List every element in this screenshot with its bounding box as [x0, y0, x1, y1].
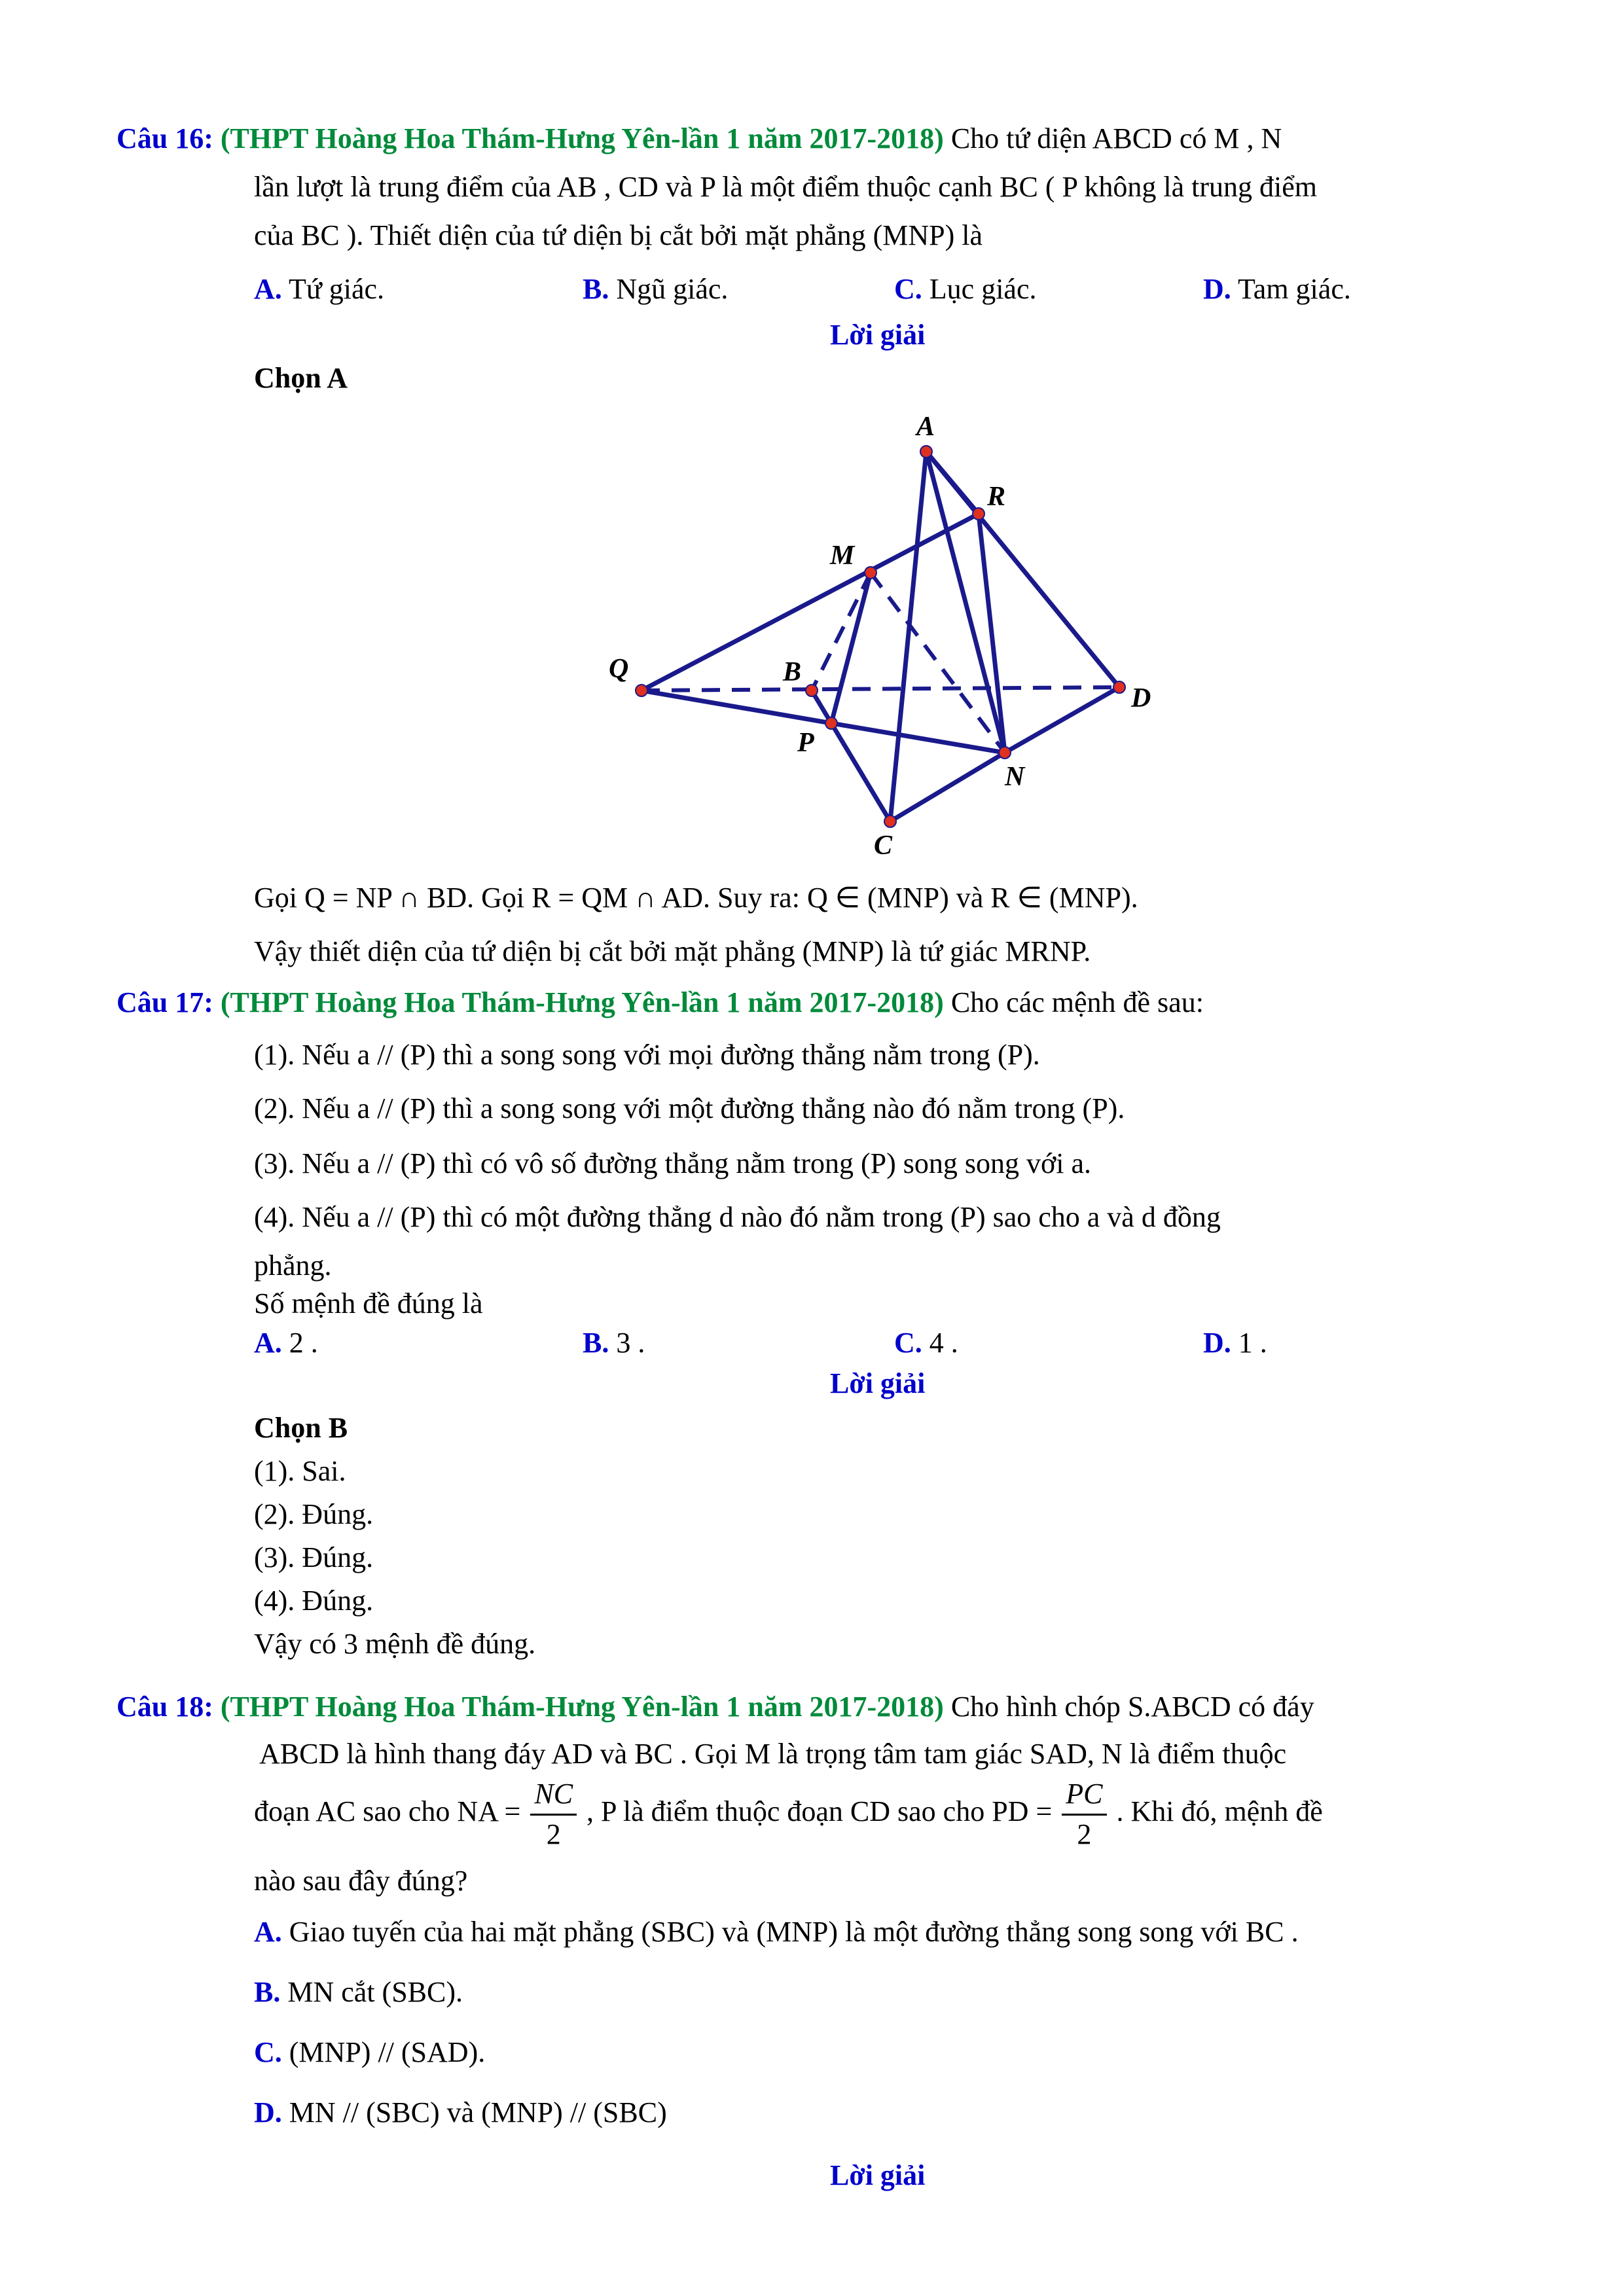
label-P: P	[797, 728, 814, 758]
q17-statement-4b: phẳng.	[254, 1249, 332, 1282]
fraction-denominator: 2	[546, 1818, 561, 1850]
option-text: 4 .	[929, 1327, 958, 1359]
q18-line3	[254, 1778, 1323, 1851]
q16-sol1: Gọi Q = NP ∩ BD. Gọi R = QM ∩ AD. Suy ra: Q ∈ (MNP) và R ∈ (MNP).	[254, 882, 1138, 914]
option-key: D.	[1203, 273, 1231, 305]
q18-line1: Cho hình chóp S.ABCD có đáy	[950, 1691, 1314, 1723]
q16-source: (THPT Hoàng Hoa Thám-Hưng Yên-lần 1 năm 2017-2018)	[220, 122, 944, 154]
q17-statement-4: (4). Nếu a // (P) thì có một đường thẳng d nào đó nằm trong (P) sao cho a và d đồng	[254, 1201, 1221, 1233]
q18-header	[117, 1693, 1314, 1721]
option-text: Giao tuyến của hai mặt phẳng (SBC) và (MNP) là một đường thẳng song song với BC .	[289, 1916, 1299, 1948]
edge-MN-dashed	[871, 573, 1005, 753]
label-M: M	[830, 541, 855, 571]
option-text: Ngũ giác.	[616, 273, 729, 305]
point-B	[806, 685, 818, 696]
q17-statement-3: (3). Nếu a // (P) thì có vô số đường thẳng nằm trong (P) song song với a.	[254, 1147, 1092, 1179]
q18-line2: ABCD là hình thang đáy AD và BC . Gọi M là trọng tâm tam giác SAD, N là điểm thuộc	[259, 1738, 1287, 1770]
q17-option-c[interactable]	[894, 1329, 958, 1357]
q16-sol2: Vậy thiết diện của tứ diện bị cắt bởi mặt phẳng (MNP) là tứ giác MRNP.	[254, 935, 1091, 967]
q18-line3c: . Khi đó, mệnh đề	[1116, 1795, 1323, 1828]
q18-line3b: , P là điểm thuộc đoạn CD sao cho PD =	[586, 1795, 1053, 1828]
option-key: C.	[254, 2036, 282, 2068]
q17-statement-1: (1). Nếu a // (P) thì a song song với mọi đường thẳng nằm trong (P).	[254, 1039, 1040, 1071]
option-text: 1 .	[1238, 1327, 1267, 1359]
option-key: D.	[1203, 1327, 1231, 1359]
fraction-pc-over-2	[1062, 1778, 1106, 1851]
q17-choice: Chọn B	[254, 1412, 348, 1444]
option-text: Tứ giác.	[289, 273, 385, 305]
edge-PN	[831, 723, 1005, 753]
q18-line3a: đoạn AC sao cho NA =	[254, 1795, 521, 1828]
option-text: MN // (SBC) và (MNP) // (SBC)	[289, 2096, 667, 2128]
q17-option-b[interactable]	[583, 1329, 645, 1357]
point-R	[973, 508, 984, 520]
label-B: B	[783, 657, 802, 687]
option-text: (MNP) // (SAD).	[289, 2036, 486, 2068]
edge-AC	[890, 452, 926, 821]
q18-option-a[interactable]	[254, 1918, 1299, 1946]
fraction-nc-over-2	[530, 1778, 577, 1851]
option-text: Tam giác.	[1238, 273, 1351, 305]
label-D: D	[1131, 683, 1151, 713]
q17-question: Số mệnh đề đúng là	[254, 1287, 483, 1319]
q17-solution-title: Lời giải	[830, 1367, 926, 1399]
q17-answer-4: (4). Đúng.	[254, 1585, 374, 1617]
option-key: B.	[254, 1976, 281, 2008]
point-C	[884, 816, 896, 827]
point-P	[825, 717, 837, 729]
option-text: 2 .	[289, 1327, 318, 1359]
q16-solution-title: Lời giải	[830, 319, 926, 351]
edge-CP	[831, 723, 890, 821]
q16-line2: lần lượt là trung điểm của AB , CD và P là một điểm thuộc cạnh BC ( P không là trung điểm	[254, 171, 1317, 203]
option-key: A.	[254, 273, 282, 305]
q18-solution-title: Lời giải	[830, 2159, 926, 2191]
point-M	[865, 567, 876, 579]
option-text: Lục giác.	[929, 273, 1037, 305]
q17-header	[117, 988, 1204, 1017]
label-C: C	[874, 831, 893, 861]
option-key: B.	[583, 273, 609, 305]
option-key: D.	[254, 2096, 282, 2128]
q17-answer-3: (3). Đúng.	[254, 1541, 374, 1573]
point-N	[999, 747, 1011, 759]
q17-statement-2: (2). Nếu a // (P) thì a song song với một đường thẳng nào đó nằm trong (P).	[254, 1092, 1125, 1124]
q17-conclusion: Vậy có 3 mệnh đề đúng.	[254, 1628, 536, 1660]
option-key: A.	[254, 1327, 282, 1359]
option-key: C.	[894, 1327, 922, 1359]
q17-answer-1: (1). Sai.	[254, 1455, 346, 1487]
point-Q	[636, 685, 647, 696]
edge-RN	[979, 514, 1005, 753]
label-A: A	[916, 412, 935, 442]
edge-MP	[831, 573, 871, 723]
label-N: N	[1005, 762, 1025, 792]
edge-MB-dashed	[812, 573, 871, 691]
q16-choice: Chọn A	[254, 362, 348, 394]
fraction-numerator: PC	[1062, 1778, 1106, 1816]
q18-option-b[interactable]	[254, 1978, 463, 2007]
option-text: 3 .	[616, 1327, 645, 1359]
q18-option-c[interactable]	[254, 2038, 485, 2067]
q16-line3: của BC ). Thiết diện của tứ diện bị cắt bởi mặt phẳng (MNP) là	[254, 219, 983, 251]
q17-label: Câu 17:	[117, 986, 213, 1018]
q16-label: Câu 16:	[117, 122, 213, 154]
q16-line1: Cho tứ diện ABCD có M , N	[950, 122, 1282, 154]
q18-line4: nào sau đây đúng?	[254, 1865, 468, 1897]
label-R: R	[987, 482, 1006, 512]
edge-QP	[641, 691, 831, 723]
edge-QR	[641, 514, 979, 691]
edge-ND	[1005, 687, 1119, 753]
q18-label: Câu 18:	[117, 1691, 213, 1723]
option-key: B.	[583, 1327, 609, 1359]
option-key: C.	[894, 273, 922, 305]
point-D	[1113, 681, 1125, 693]
fraction-denominator: 2	[1077, 1818, 1092, 1850]
q17-source: (THPT Hoàng Hoa Thám-Hưng Yên-lần 1 năm 2017-2018)	[220, 986, 944, 1018]
fraction-numerator: NC	[530, 1778, 577, 1816]
option-key: A.	[254, 1916, 282, 1948]
q17-option-a[interactable]	[254, 1329, 318, 1357]
q18-source: (THPT Hoàng Hoa Thám-Hưng Yên-lần 1 năm 2017-2018)	[220, 1691, 944, 1723]
q18-option-d[interactable]	[254, 2098, 667, 2127]
q17-answer-2: (2). Đúng.	[254, 1498, 374, 1530]
q17-intro: Cho các mệnh đề sau:	[950, 986, 1204, 1018]
edge-QD-dashed	[641, 687, 1119, 691]
q17-option-d[interactable]	[1203, 1329, 1267, 1357]
point-A	[920, 446, 932, 457]
edge-CN	[890, 753, 1005, 821]
label-Q: Q	[609, 654, 629, 684]
option-text: MN cắt (SBC).	[287, 1976, 463, 2008]
